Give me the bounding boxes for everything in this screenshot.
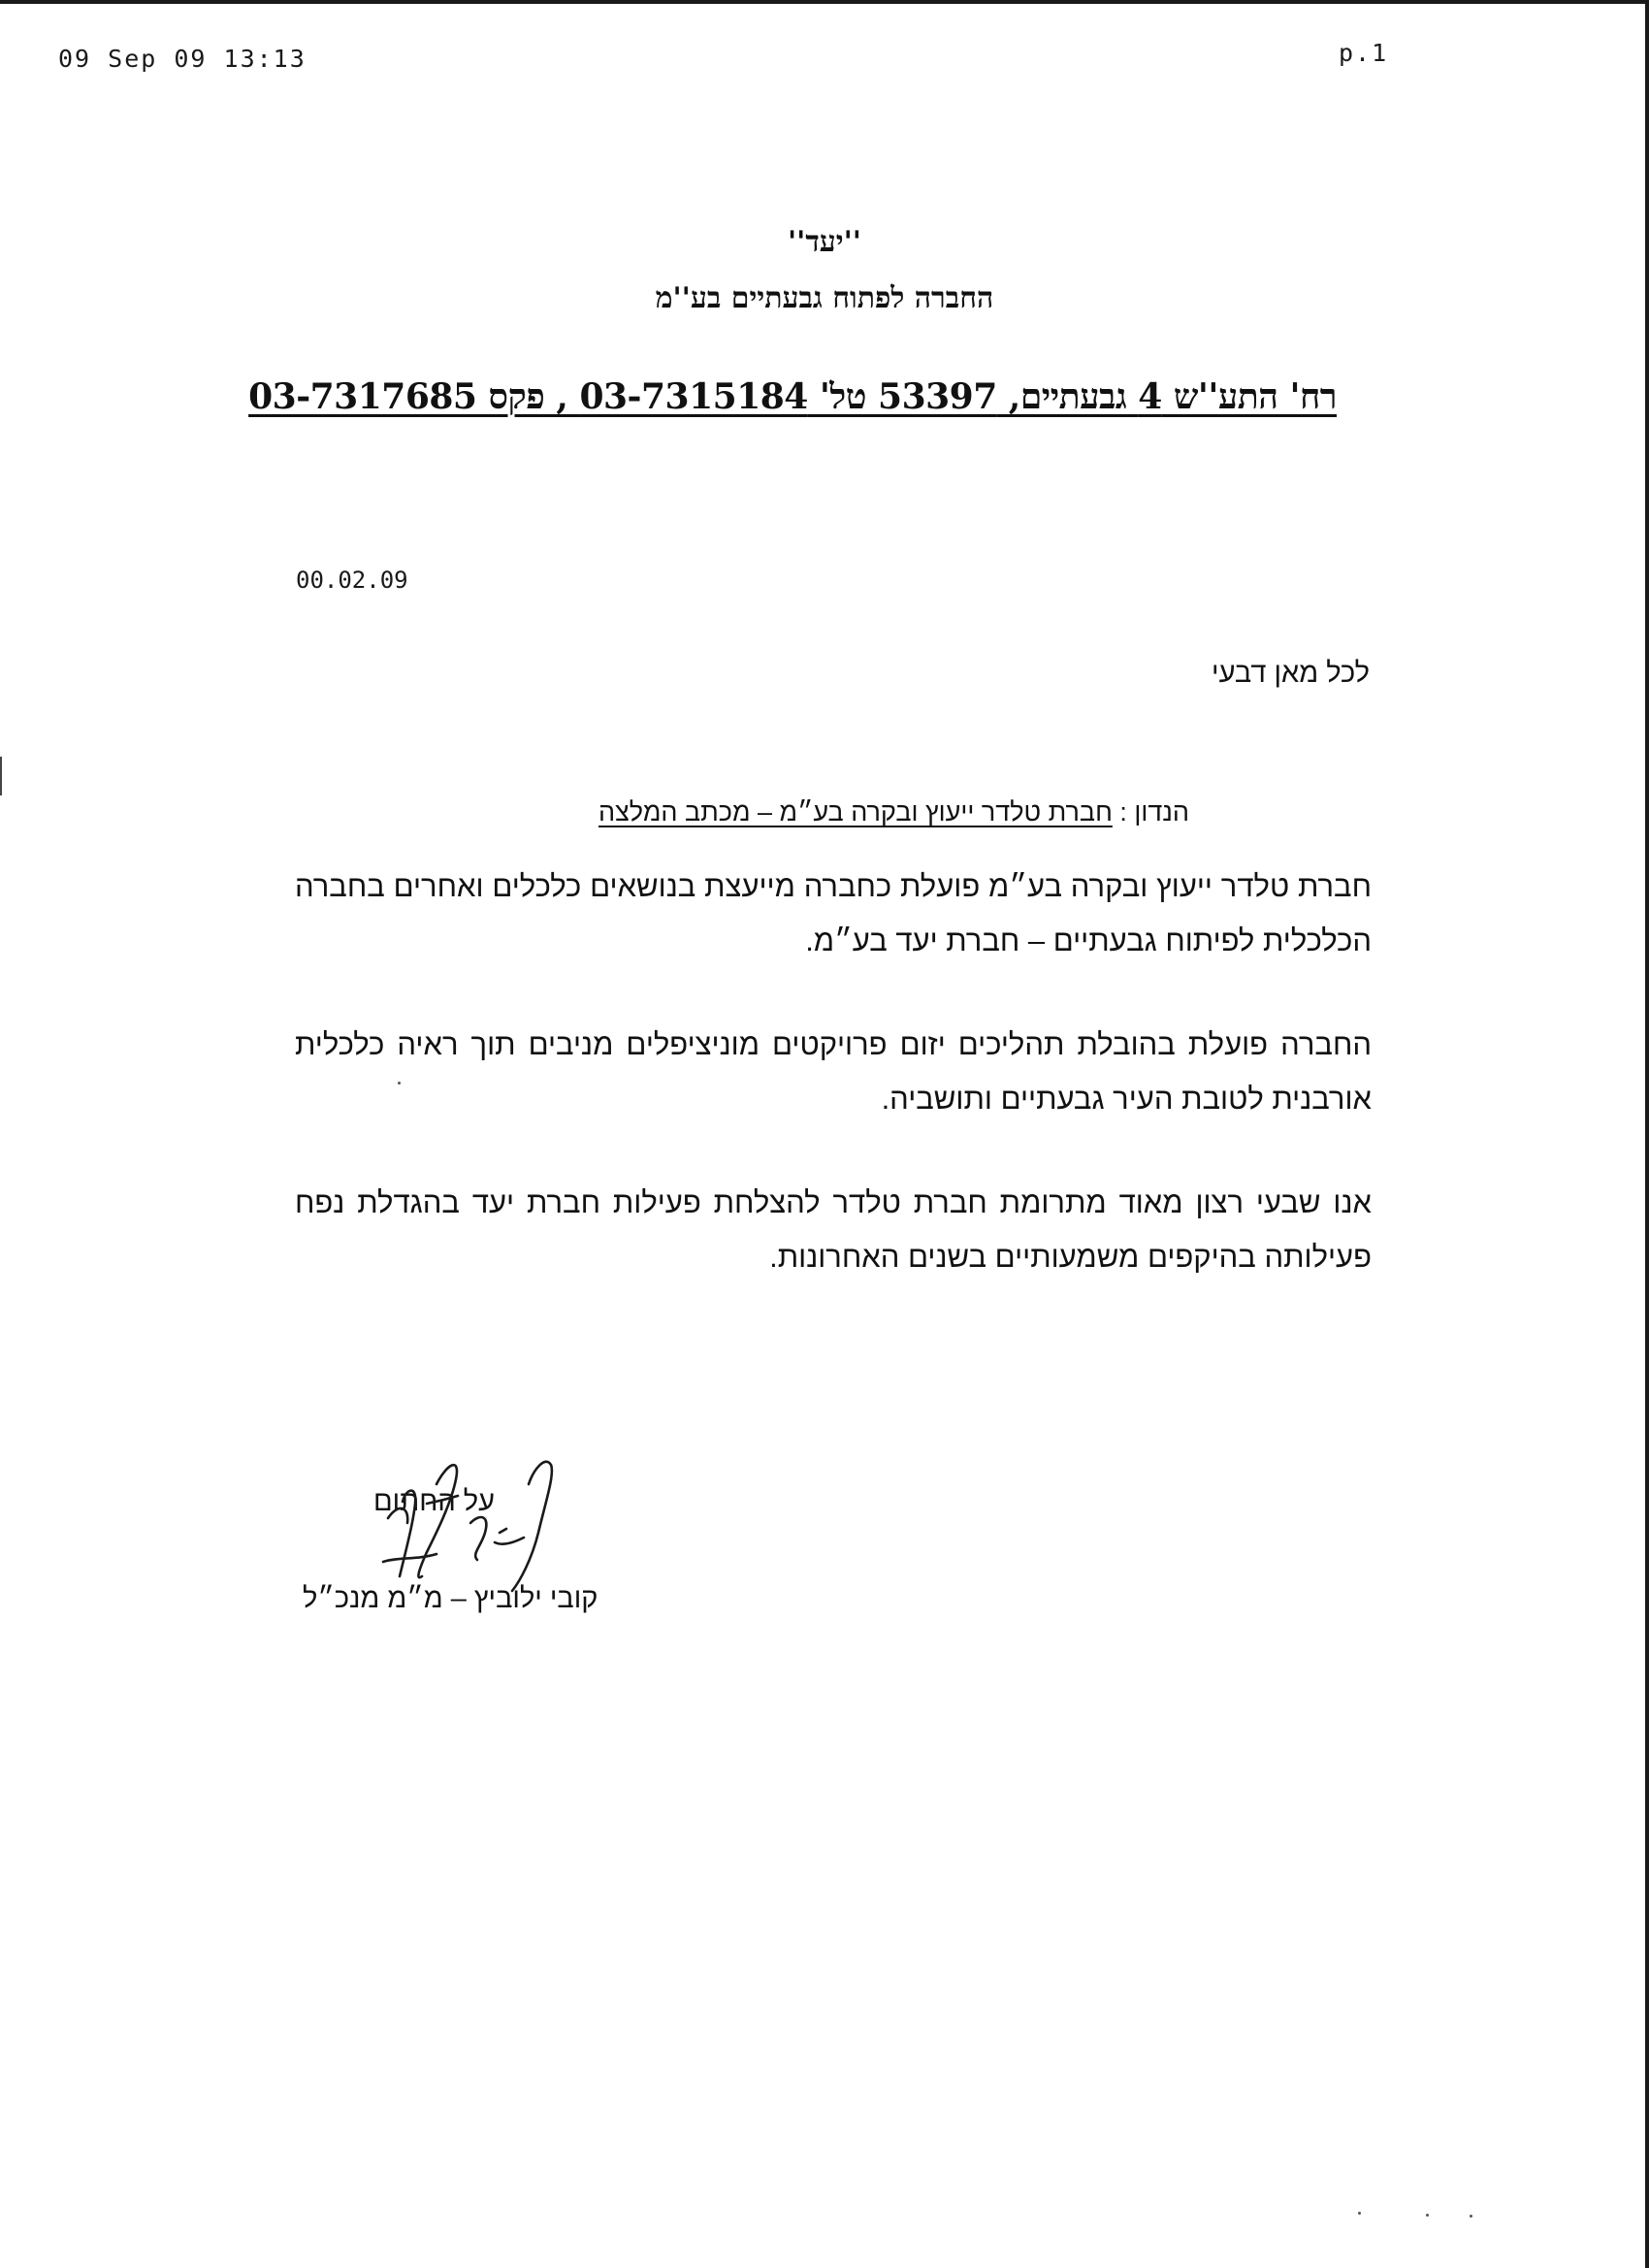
scan-edge-right — [1645, 0, 1649, 2268]
signature-label: על החתום — [373, 1486, 496, 1517]
subject-text: חברת טלדר ייעוץ ובקרה בע״מ – מכתב המלצה — [598, 797, 1113, 826]
recipient: לכל מאן דבעי — [1212, 658, 1370, 689]
paragraph-2: החברה פועלת בהובלת תהליכים יזום פרויקטים מוניציפלים מניבים תוך ראיה כלכלית אורבנית לטובת העיר גבעתיים ותושביה. — [295, 1027, 1372, 1116]
scan-edge-top — [0, 0, 1649, 4]
signer-name-title: קובי ילוביץ – מ״מ מנכ״ל — [303, 1583, 598, 1614]
subject-label: הנדון : — [1119, 797, 1189, 826]
scan-speck — [1470, 2215, 1472, 2218]
subject-line — [598, 797, 1189, 827]
scan-edge-speck — [0, 757, 2, 795]
company-name: ''יעד'' — [787, 225, 861, 259]
company-subtitle: החברה לפתוח גבעתיים בע''מ — [655, 281, 994, 315]
scan-speck — [1358, 2212, 1361, 2215]
letter-date: 00.02.09 — [296, 567, 408, 594]
scan-speck — [398, 1082, 401, 1085]
company-address: רח' התע''ש 4 גבעתיים, 53397 טל' 03-7315184 , פקס 03-7317685 — [248, 376, 1337, 417]
fax-page-number: p.1 — [1339, 39, 1389, 67]
scan-speck — [1426, 2214, 1429, 2217]
paragraph-1: חברת טלדר ייעוץ ובקרה בע״מ פועלת כחברה מייעצת בנושאים כלכלים ואחרים בחברה הכלכלית לפיתוח גבעתיים – חברת יעד בע״מ. — [295, 869, 1372, 957]
paragraph-3: אנו שבעי רצון מאוד מתרומת חברת טלדר להצלחת פעילות חברת יעד בהגדלת נפח פעילותה בהיקפים משמעותיים בשנים האחרונות. — [295, 1185, 1372, 1274]
fax-timestamp: 09 Sep 09 13:13 — [58, 45, 307, 73]
